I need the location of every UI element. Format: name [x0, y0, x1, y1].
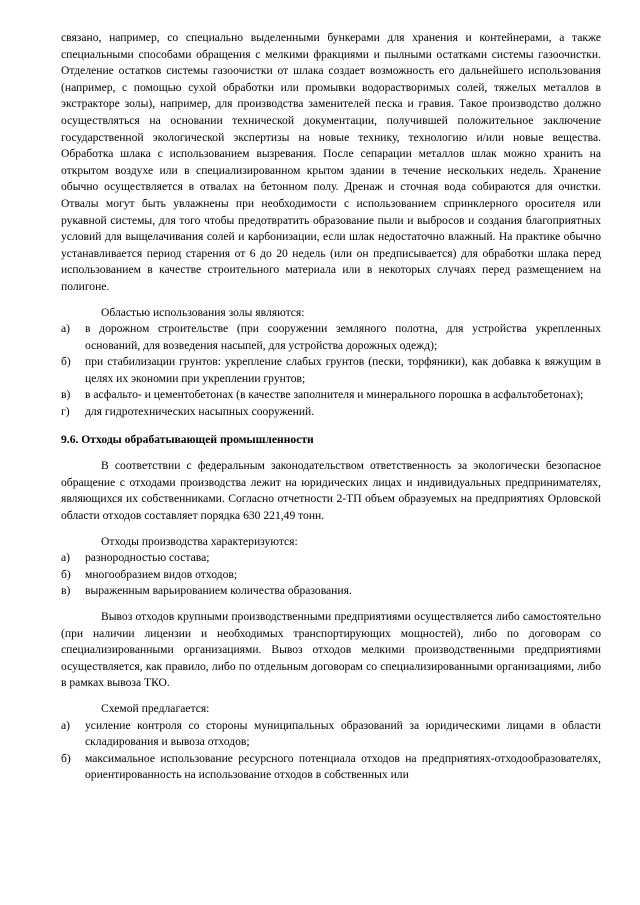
ash-use-list — [61, 321, 601, 421]
ash-use-intro: Областью использования золы являются: — [101, 305, 305, 319]
list-item: б) многообразием видов отходов; — [61, 567, 238, 581]
paragraph-slag-processing: связано, например, со специально выделенными бункерами для хранения и контейнерами, а также специальными способами обращения с мелкими фракциями и пылными остатками системы газоочистки. Отделение остатков системы газоочистки от шлака создает возможность его дальнейшего использования (например, с помощью сухой обработки или промывки водорастворимых солей, тяжелых металлов в экстракторе золы), например, для производства заменителей песка и гравия. Такое производство должно осуществляться на основании технической документации, получившей положительное заключение государственной экологической экспертизы на новые технику, технологию и/или новые вещества. Обработка шлака с использованием вызревания. После сепарации металлов шлак можно хранить на открытом воздухе или в специализированном крытом здании в течение нескольких недель. Хранение обычно осуществляется в отвалах на бетонном полу. Дренаж и сточная вода собираются для очистки. Отвалы могут быть увлажнены при необходимости с использованием спринклерного оросителя или рукавной системы, для того чтобы предотвратить образование пыли и выбросов и создания благоприятных условий для выщелачивания солей и карбонизации, если шлак недостаточно влажный. На практике обычно устанавливается период старения от 6 до 20 недель (или он предписывается) для обработки шлака перед использованием в качестве строительного материала или в некоторых случаях перед размещением на полигоне. — [61, 31, 601, 293]
list-item: а) разнородностью состава; — [61, 551, 210, 565]
list-item: в) в асфальто- и цементобетонах (в качестве заполнителя и минерального порошка в асфальтобетонах); — [61, 388, 584, 402]
scheme-intro: Схемой предлагается: — [101, 701, 210, 715]
scheme-proposals-list — [61, 718, 601, 784]
paragraph-waste-export: Вывоз отходов крупными производственными предприятиями осуществляется либо самостоятельно (при наличии лицензии и необходимых транспортирующих мощностей), либо по договорам со специализированными организациями. Вывоз отходов мелкими производственными предприятиями осуществляется, как правило, либо по отдельным договорам со специализированными организациями, либо в рамках вывоза ТКО. — [61, 610, 601, 690]
list-item: г) для гидротехнических насыпных сооружений. — [61, 405, 315, 419]
list-item: б) при стабилизации грунтов: укрепление слабых грунтов (пески, торфяники), как добавка к вяжущим в целях их экономии при укреплении грунтов; — [61, 355, 601, 385]
list-item: а) усиление контроля со стороны муниципальных образований за юридическими лицами в области складирования и вывоза отходов; — [61, 718, 601, 749]
production-waste-intro: Отходы производства характеризуются: — [101, 534, 298, 548]
paragraph-legislation: В соответствии с федеральным законодательством ответственность за экологически безопасное обращение с отходами производства лежит на юридических лицах и индивидуальных предпринимателях, являющихся их собственниками. Согласно отчетности 2-ТП объем образуемых на предприятиях Орловской области отходов составляет порядка 630 221,49 тонн. — [61, 459, 601, 523]
list-item: в) выраженным варьированием количества образования. — [61, 584, 352, 598]
list-item: а) в дорожном строительстве (при сооружении земляного полотна, для устройства укрепленных оснований, для возведения насыпей, для устройства дорожных одежд); — [61, 322, 601, 352]
section-heading: 9.6. Отходы обрабатывающей промышленности — [61, 432, 314, 446]
list-item: б) максимальное использование ресурсного потенциала отходов на предприятиях-отходообразователях, ориентированность на использование отходов в собственных или — [61, 751, 601, 782]
document-page — [61, 30, 601, 784]
production-waste-list — [61, 550, 601, 600]
